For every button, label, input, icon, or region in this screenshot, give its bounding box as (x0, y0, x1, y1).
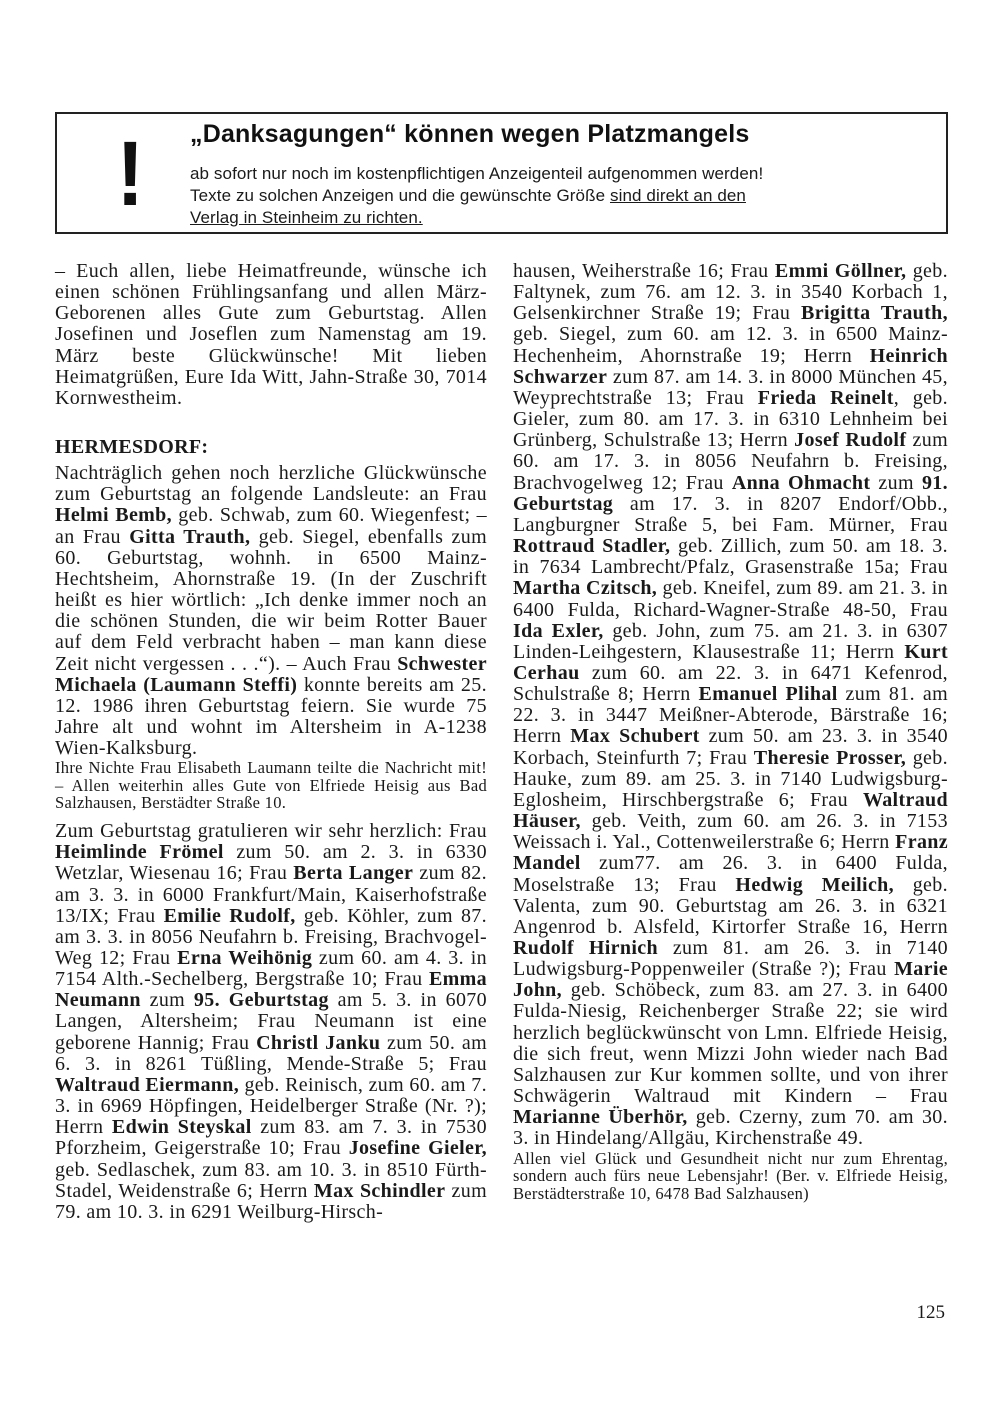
text-run: konnte bereits am 25. 12. 1986 ihren Geburtstag feiern. Sie wurde 75 Jahre alt und wohnt im Altersheim in A-1238 Wien-Kalksburg. (55, 673, 487, 760)
bold-name: Theresie Prosser, (753, 746, 907, 769)
text-run: zum 60. am 17. 3. in 8056 Neufahrn b. Freising, Brachvogelweg 12; Frau (513, 429, 948, 494)
bold-name: Rudolf Hirnich (513, 937, 658, 959)
text-run: geb. Köhler, zum 87. am 3. 3. in 8056 Neufahrn b. Freising, Brachvogel-Weg 12; Frau (55, 904, 487, 969)
text-run: zum 81. am 26. 3. in 7140 Ludwigsburg-Poppenweiler (Straße ?); Frau (513, 937, 948, 981)
text-run: , geb. Gieler, zum 80. am 17. 3. in 6310 Lehnheim bei Grünberg, Schulstraße 13; Herrn (513, 386, 948, 452)
bold-name: Edwin Steyskal (111, 1116, 252, 1139)
bold-name: Emmi Göllner, (774, 260, 907, 282)
right-column (513, 261, 948, 1202)
intro-paragraph (55, 261, 487, 409)
bold-name: Emma Neumann (55, 968, 487, 1012)
text-run: zum 87. am 14. 3. in 8000 München 45, Weyprechtstraße 13; Frau (513, 365, 948, 409)
page-number: 125 (916, 1302, 945, 1323)
text-run: geb. John, zum 75. am 21. 3. in 6307 Linden-Leihgestern, Klausestraße 11; Herrn (513, 619, 948, 663)
bold-name: Marianne Überhör, (513, 1106, 688, 1129)
bold-name: Max Schubert (570, 725, 700, 748)
bold-name: Heinrich Schwarzer (513, 344, 948, 388)
text-run: geb. Sedlaschek, zum 83. am 10. 3. in 8510 Fürth-Stadel, Weidenstraße 6; Herrn (55, 1158, 487, 1202)
bold-name: Kurt Cerhau (513, 640, 948, 684)
notice-line (190, 207, 930, 229)
text-run: Nachträglich gehen noch herzliche Glückwünsche zum Geburtstag an folgende Landsleute: an Frau (55, 462, 487, 506)
bold-name: Waltraud Eiermann, (55, 1073, 240, 1096)
bold-name: Franz Mandel (513, 831, 948, 875)
text-run: geb. Czerny, zum 70. am 30. 3. in Hindelang/Allgäu, Kirchenstraße 49. (513, 1106, 949, 1150)
bold-name: Max Schindler (313, 1179, 446, 1202)
bold-name: Hedwig Meilich, (735, 873, 894, 896)
notice-underlined-text: Verlag in Steinheim zu richten. (190, 208, 423, 227)
birthdays-paragraph-continued (513, 261, 948, 1150)
closing-paragraph: Allen viel Glück und Gesundheit nicht nur zum Ehrentag, sondern auch fürs neue Lebensjahr! (Ber. v. Elfriede Heisig, Berstädterstraße 10, 6478 Bad Salzhausen) (513, 1148, 948, 1203)
bold-name: 95. Geburtstag (193, 989, 329, 1012)
text-run: hausen, Weiherstraße 16; Frau (513, 260, 775, 282)
text-run: zum 60. am 22. 3. in 6471 Kefenrod, Schulstraße 8; Herrn (513, 661, 948, 706)
notice-title: „Danksagungen“ können wegen Platzmangels (190, 120, 750, 148)
bold-name: Berta Langer (293, 862, 414, 885)
text-run: zum 82. am 3. 3. in 6000 Frankfurt/Main, Kaiserhofstraße 13/IX; Frau (55, 862, 487, 927)
bold-name: Martha Czitsch, (513, 577, 658, 600)
notice-underlined-text: sind direkt an den (609, 186, 746, 205)
notice-line: ab sofort nur noch im kostenpflichtigen Anzeigenteil aufgenommen werden! (190, 164, 764, 183)
text-run: zum (140, 989, 194, 1012)
text-run: geb. Faltynek, zum 76. am 12. 3. in 3540 Korbach 1, Gelsenkirchner Straße 19; Frau (513, 260, 948, 325)
bold-name: Marie John, (513, 958, 948, 1002)
text-run: geb. Kneifel, zum 89. am 21. 3. in 6400 Fulda, Richard-Wagner-Straße 48-50, Frau (513, 577, 948, 621)
text-run: zum77. am 26. 3. in 6400 Fulda, Moselstraße 13; Frau (513, 852, 948, 896)
notice-box (55, 112, 948, 234)
bold-name: Ida Exler, (513, 619, 604, 642)
notice-line (190, 185, 930, 207)
bold-name: Gitta Trauth, (129, 525, 251, 548)
text-run: Zum Geburtstag gratulieren wir sehr herzlich: Frau (55, 820, 487, 843)
text-run: zum 83. am 7. 3. in 7530 Pforzheim, Geigerstraße 10; Frau (55, 1116, 487, 1160)
text-run: geb. Schwab, zum 60. Wiegenfest; – an Frau (55, 504, 487, 548)
text-run: geb. Hauke, zum 89. am 25. 3. in 7140 Ludwigsburg-Eglosheim, Hirschbergstraße 6; Frau (513, 746, 948, 811)
exclamation-icon: ! (116, 123, 145, 225)
text-run: am 5. 3. in 6070 Langen, Altersheim; Frau Neumann ist eine geborene Hannig; Frau (55, 989, 487, 1054)
bold-name: Brigitta Trauth, (801, 302, 948, 325)
bold-name: Rottraud Stadler, (513, 535, 671, 558)
text-run: geb. Siegel, zum 60. am 12. 3. in 6500 Mainz-Hechenheim, Ahornstraße 19; Herrn (513, 323, 948, 367)
notice-body (190, 163, 930, 229)
belated-wishes-paragraph (55, 463, 487, 759)
text-run: geb. Veith, zum 60. am 26. 3. in 7153 Weissach i. Yal., Cottenweilerstraße 6; Herrn (513, 810, 948, 854)
text-run: – Euch allen, liebe Heimatfreunde, wünsche ich einen schönen Frühlingsanfang und allen März-Geborenen alles Gute zum Geburtstag. Allen Josefinen und Joseflen zum Namenstag am 19. März beste Glückwünsche! Mit lieben Heimatgrüßen, Eure Ida Witt, Jahn-Straße 30, 7014 Kornwestheim. (55, 260, 487, 409)
bold-name: Josefine Gieler, (348, 1137, 487, 1160)
bold-name: Heimlinde Frömel (55, 841, 224, 864)
text-run: geb. Valenta, zum 90. Geburtstag am 26. 3. in 6321 Angenrod b. Alsfeld, Kirtorfer Straße 16, Herrn (513, 873, 948, 938)
text-run: am 17. 3. in 8207 Endorf/Obb., Langburgner Straße 5, bei Fam. Mürner, Frau (513, 492, 948, 536)
text-run: zum 50. am 6. 3. in 8261 Tüßling, Mende-Straße 5; Frau (55, 1031, 488, 1075)
text-run: zum 50. am 2. 3. in 6330 Wetzlar, Wiesenau 16; Frau (55, 841, 487, 885)
birthdays-paragraph (55, 821, 487, 1223)
bold-name: Anna Ohmacht (731, 471, 871, 494)
bold-name: Erna Weihönig (177, 947, 313, 969)
left-column (55, 261, 487, 1223)
text-run: zum 81. am 22. 3. in 3447 Meißner-Abterode, Bärstraße 16; Herrn (513, 683, 948, 748)
bold-name: Josef Rudolf (794, 429, 907, 452)
text-run: zum 50. am 23. 3. in 3540 Korbach, Steinfurth 7; Frau (513, 725, 948, 769)
text-run: geb. Schöbeck, zum 83. am 27. 3. in 6400 Fulda-Niesig, Reichenberger Straße 22; sie wird herzlich beglückwünscht von Lmn. Elfriede Heisig, die sich freut, wenn Mizzi John wieder nach Bad Salzhausen zur Kur kommen sollte, und von ihrer Schwägerin Waltraud mit Kindern – Frau (513, 979, 948, 1108)
bold-name: Helmi Bemb, (55, 504, 172, 527)
bold-name: Emilie Rudolf, (163, 904, 296, 927)
notice-text: Texte zu solchen Anzeigen und die gewünschte Größe (190, 186, 610, 205)
bold-name: Christl Janku (256, 1031, 381, 1054)
text-run: zum 79. am 10. 3. in 6291 Weilburg-Hirsch- (55, 1179, 487, 1223)
bold-name: 91. Geburtstag (513, 471, 949, 515)
text-run: geb. Siegel, ebenfalls zum 60. Geburtstag, wohnh. in 6500 Mainz-Hechtsheim, Ahornstraße 19. (In der Zuschrift heißt es hier wörtlich: „Ich denke immer noch an die schönen Stunden, die wir beim Rotter Bauer auf dem Feld verbracht haben – man kann diese Zeit nicht vergessen . . .“). – Auch Frau (55, 525, 487, 675)
bold-name: Frieda Reinelt (757, 386, 894, 409)
bold-name: Waltraud Häuser, (513, 788, 948, 833)
text-run: zum 60. am 4. 3. in 7154 Alth.-Sechelberg, Bergstraße 10; Frau (55, 947, 487, 991)
bold-name: Emanuel Plihal (698, 683, 838, 706)
text-run: zum (870, 471, 922, 494)
note-paragraph: Ihre Nichte Frau Elisabeth Laumann teilte die Nachricht mit! – Allen weiterhin alles Gute von Elfriede Heisig aus Bad Salzhausen, Berstädter Straße 10. (55, 758, 487, 813)
section-heading: HERMESDORF: (55, 436, 209, 459)
text-run: geb. Reinisch, zum 60. am 7. 3. in 6969 Höpfingen, Heidelberger Straße (Nr. ?); Herrn (55, 1073, 488, 1139)
bold-name: Schwester Michaela (Laumann Steffi) (55, 652, 487, 696)
text-run: geb. Zillich, zum 50. am 18. 3. in 7634 Lambrecht/Pfalz, Grasenstraße 15a; Frau (513, 535, 949, 579)
